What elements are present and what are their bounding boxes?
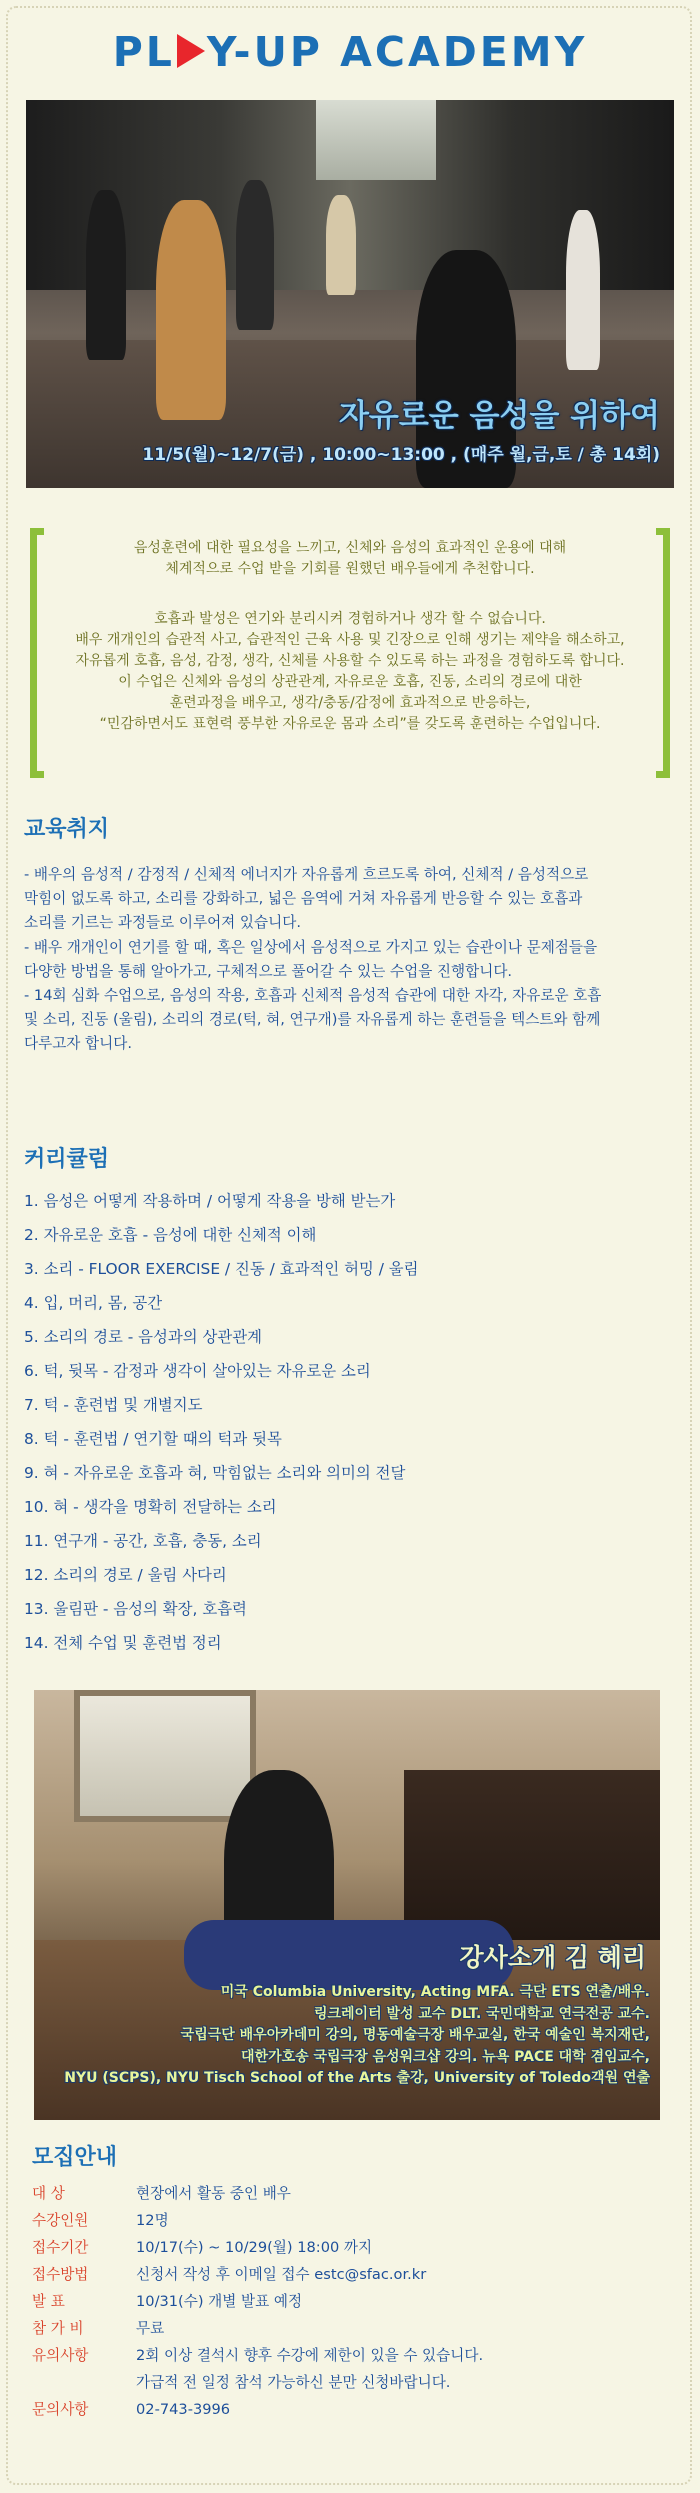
recruit-table <box>32 2180 672 2423</box>
recruit-label: 접수기간 <box>32 2239 89 2256</box>
recruit-label: 참 가 비 <box>32 2320 84 2337</box>
bio-line: 국립극단 배우아카데미 강의, 명동예술극장 배우교실, 한국 예술인 복지재단, <box>180 2027 650 2043</box>
curriculum-item: 8. 턱 - 훈련법 / 연기할 때의 턱과 뒷목 <box>24 1430 282 1448</box>
curriculum-item: 2. 자유로운 호흡 - 음성에 대한 신체적 이해 <box>24 1226 317 1244</box>
hero-window <box>316 100 436 180</box>
curriculum-item: 13. 울림판 - 음성의 확장, 호흡력 <box>24 1600 247 1618</box>
studio-window <box>74 1690 256 1822</box>
academy-logo <box>0 28 700 76</box>
curriculum-item: 3. 소리 - FLOOR EXERCISE / 진동 / 효과적인 허밍 / 울림 <box>24 1260 419 1278</box>
hero-title: 자유로운 음성을 위하여 <box>338 398 660 434</box>
intro-paragraph-2 <box>50 609 650 735</box>
logo-text-post: Y-UP ACADEMY <box>206 28 588 76</box>
logo-text-pre: PL <box>112 28 175 76</box>
instructor-bio <box>34 1982 650 2090</box>
recruit-value: 12명 <box>136 2212 169 2229</box>
recruit-value: 가급적 전 일정 참석 가능하신 분만 신청바랍니다. <box>136 2374 451 2391</box>
recruit-row <box>32 2234 672 2261</box>
education-line: 다루고자 합니다. <box>24 1035 132 1053</box>
recruit-row <box>32 2396 672 2423</box>
recruit-label: 문의사항 <box>32 2401 89 2418</box>
recruit-title: 모집안내 <box>32 2145 118 2170</box>
bracket-right <box>656 528 670 778</box>
recruit-row <box>32 2315 672 2342</box>
intro-line: 호흡과 발성은 연기와 분리시켜 경험하거나 생각 할 수 없습니다. <box>154 611 546 627</box>
hero-photo <box>26 100 674 488</box>
intro-line: 배우 개개인의 습관적 사고, 습관적인 근육 사용 및 긴장으로 인해 생기는 제약을 해소하고, <box>75 632 625 648</box>
intro-line: 자유롭게 호흡, 음성, 감정, 생각, 신체를 사용할 수 있도록 하는 과정을 경험하도록 합니다. <box>75 653 625 669</box>
curriculum-item: 4. 입, 머리, 몸, 공간 <box>24 1294 163 1312</box>
dancer-figure <box>326 195 356 295</box>
bracket-left <box>30 528 44 778</box>
bio-line: 링크레이터 발성 교수 DLT. 국민대학교 연극전공 교수. <box>313 2005 650 2022</box>
education-line: 막힘이 없도록 하고, 소리를 강화하고, 넓은 음역에 거쳐 자유롭게 반응할 수 있는 호흡과 <box>24 890 583 908</box>
recruit-value: 현장에서 활동 중인 배우 <box>136 2185 291 2202</box>
intro-line: 음성훈련에 대한 필요성을 느끼고, 신체와 음성의 효과적인 운용에 대해 <box>133 540 567 556</box>
recruit-value: 02-743-3996 <box>136 2401 231 2418</box>
curriculum-list <box>24 1184 674 1660</box>
recruit-label: 대 상 <box>32 2185 65 2202</box>
dancer-figure <box>86 190 126 360</box>
education-line: - 배우 개개인이 연기를 할 때, 혹은 일상에서 음성적으로 가지고 있는 습관이나 문제점들을 <box>24 938 598 956</box>
intro-paragraph-1 <box>50 538 650 580</box>
education-line: - 배우의 음성적 / 감정적 / 신체적 에너지가 자유롭게 흐르도록 하여, 신체적 / 음성적으로 <box>24 866 589 883</box>
curriculum-item: 11. 연구개 - 공간, 호흡, 충동, 소리 <box>24 1532 262 1550</box>
bio-line: 대한가호송 국립극장 음성워크샵 강의. 뉴욕 PACE 대학 겸임교수, <box>241 2048 650 2065</box>
curriculum-item: 12. 소리의 경로 / 울림 사다리 <box>24 1566 227 1584</box>
intro-line: 훈련과정을 배우고, 생각/충동/감정에 효과적으로 반응하는, <box>169 695 531 711</box>
recruit-label: 유의사항 <box>32 2347 89 2364</box>
recruit-row <box>32 2261 672 2288</box>
recruit-value: 무료 <box>136 2320 165 2337</box>
recruit-row <box>32 2342 672 2369</box>
play-triangle-icon <box>177 34 205 68</box>
intro-line: 이 수업은 신체와 음성의 상관관계, 자유로운 호흡, 진동, 소리의 경로에 대한 <box>118 674 582 690</box>
recruit-row <box>32 2369 672 2396</box>
curriculum-item: 1. 음성은 어떻게 작용하며 / 어떻게 작용을 방해 받는가 <box>24 1192 396 1210</box>
curriculum-title: 커리큘럼 <box>24 1147 110 1172</box>
curriculum-item: 5. 소리의 경로 - 음성과의 상관관계 <box>24 1328 262 1346</box>
curriculum-item: 14. 전체 수업 및 훈련법 정리 <box>24 1634 222 1652</box>
recruit-value: 신청서 작성 후 이메일 접수 estc@sfac.or.kr <box>136 2266 427 2283</box>
recruit-row <box>32 2207 672 2234</box>
recruit-label: 발 표 <box>32 2293 65 2310</box>
bio-line: NYU (SCPS), NYU Tisch School of the Arts 출강, University of Toledo객원 연출 <box>64 2070 650 2086</box>
intro-line: “민감하면서도 표현력 풍부한 자유로운 몸과 소리”를 갖도록 훈련하는 수업입니다. <box>99 716 601 732</box>
education-line: 소리를 기르는 과정들로 이루어져 있습니다. <box>24 914 301 932</box>
recruit-row <box>32 2180 672 2207</box>
curriculum-item: 9. 혀 - 자유로운 호흡과 혀, 막힘없는 소리와 의미의 전달 <box>24 1464 406 1482</box>
dancer-figure <box>236 180 274 330</box>
dancer-figure <box>156 200 226 420</box>
recruit-value: 2회 이상 결석시 향후 수강에 제한이 있을 수 있습니다. <box>136 2347 484 2364</box>
recruit-row <box>32 2288 672 2315</box>
instructor-photo <box>34 1690 660 2120</box>
recruit-label: 접수방법 <box>32 2266 89 2283</box>
education-line: 및 소리, 진동 (울림), 소리의 경로(턱, 혀, 연구개)를 자유롭게 하는 훈련들을 텍스트와 함께 <box>24 1011 601 1029</box>
education-body <box>24 863 674 1057</box>
recruit-label: 수강인원 <box>32 2212 89 2229</box>
recruit-value: 10/17(수) ~ 10/29(월) 18:00 까지 <box>136 2239 373 2256</box>
intro-box <box>30 528 670 778</box>
bio-line: 미국 Columbia University, Acting MFA. 극단 ETS 연출/배우. <box>220 1984 650 2000</box>
curriculum-item: 10. 혀 - 생각을 명확히 전달하는 소리 <box>24 1498 277 1516</box>
dancer-figure <box>566 210 600 370</box>
instructor-heading: 강사소개 김 혜리 <box>459 1943 646 1972</box>
curriculum-item: 6. 턱, 뒷목 - 감정과 생각이 살아있는 자유로운 소리 <box>24 1362 371 1380</box>
hero-schedule: 11/5(월)~12/7(금) , 10:00~13:00 , (매주 월,금,토 / 총 14회) <box>142 445 660 465</box>
intro-line: 체계적으로 수업 받을 기회를 원했던 배우들에게 추천합니다. <box>165 561 535 577</box>
education-line: - 14회 심화 수업으로, 음성의 작용, 호흡과 신체적 음성적 습관에 대한 자각, 자유로운 호흡 <box>24 987 602 1005</box>
recruit-value: 10/31(수) 개별 발표 예정 <box>136 2293 303 2310</box>
education-title: 교육취지 <box>24 817 110 842</box>
curriculum-item: 7. 턱 - 훈련법 및 개별지도 <box>24 1396 203 1414</box>
education-line: 다양한 방법을 통해 알아가고, 구체적으로 풀어갈 수 있는 수업을 진행합니다. <box>24 962 513 980</box>
